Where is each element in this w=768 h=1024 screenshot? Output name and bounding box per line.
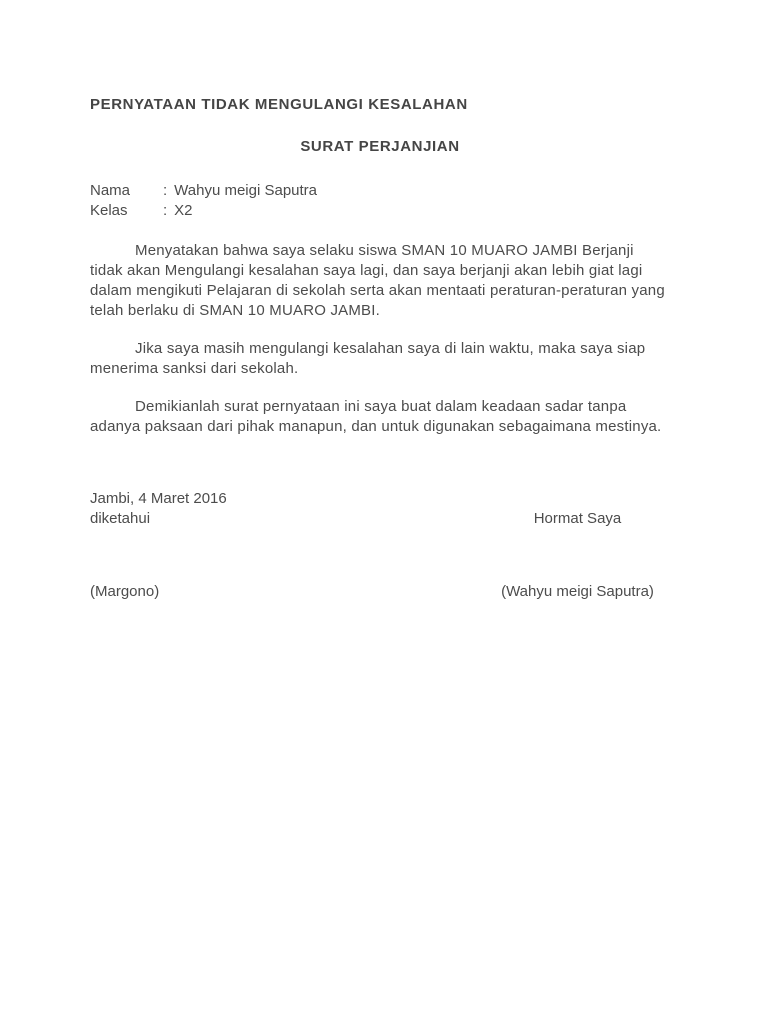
roles-row (90, 509, 670, 529)
field-kelas-label: Kelas (90, 202, 128, 219)
paragraph-sanction: Jika saya masih mengulangi kesalahan saya di lain waktu, maka saya siap menerima sanksi dari sekolah. (90, 340, 646, 377)
paragraph-closing-statement: Demikianlah surat pernyataan ini saya buat dalam keadaan sadar tanpa adanya paksaan dari pihak manapun, dan untuk digunakan sebagaimana mestinya. (90, 398, 662, 435)
closing-block (90, 489, 670, 602)
left-role: diketahui (90, 510, 151, 527)
paragraph-statement: Menyatakan bahwa saya selaku siswa SMAN 10 MUARO JAMBI Berjanji tidak akan Mengulangi kesalahan saya lagi, dan saya berjanji akan lebih giat lagi dalam mengikuti Pelajaran di sekolah serta akan mentaati peraturan-peraturan yang telah berlaku di SMAN 10 MUARO JAMBI. (90, 242, 665, 319)
field-kelas-value: X2 (174, 202, 193, 219)
field-nama-label: Nama (90, 182, 131, 199)
left-signature-name: (Margono) (90, 583, 160, 600)
field-kelas-separator: : (163, 202, 168, 219)
right-role: Hormat Saya (533, 510, 622, 527)
names-row (90, 582, 670, 602)
right-signature-name: (Wahyu meigi Saputra) (501, 583, 654, 600)
document-subtitle: SURAT PERJANJIAN (300, 138, 460, 155)
identity-fields (90, 181, 670, 221)
field-kelas (90, 201, 670, 221)
field-nama (90, 181, 670, 201)
document-title: PERNYATAAN TIDAK MENGULANGI KESALAHAN (90, 96, 468, 113)
field-nama-value: Wahyu meigi Saputra (174, 182, 318, 199)
letter-body (90, 241, 670, 437)
field-nama-separator: : (163, 182, 168, 199)
date-line: Jambi, 4 Maret 2016 (90, 490, 227, 507)
